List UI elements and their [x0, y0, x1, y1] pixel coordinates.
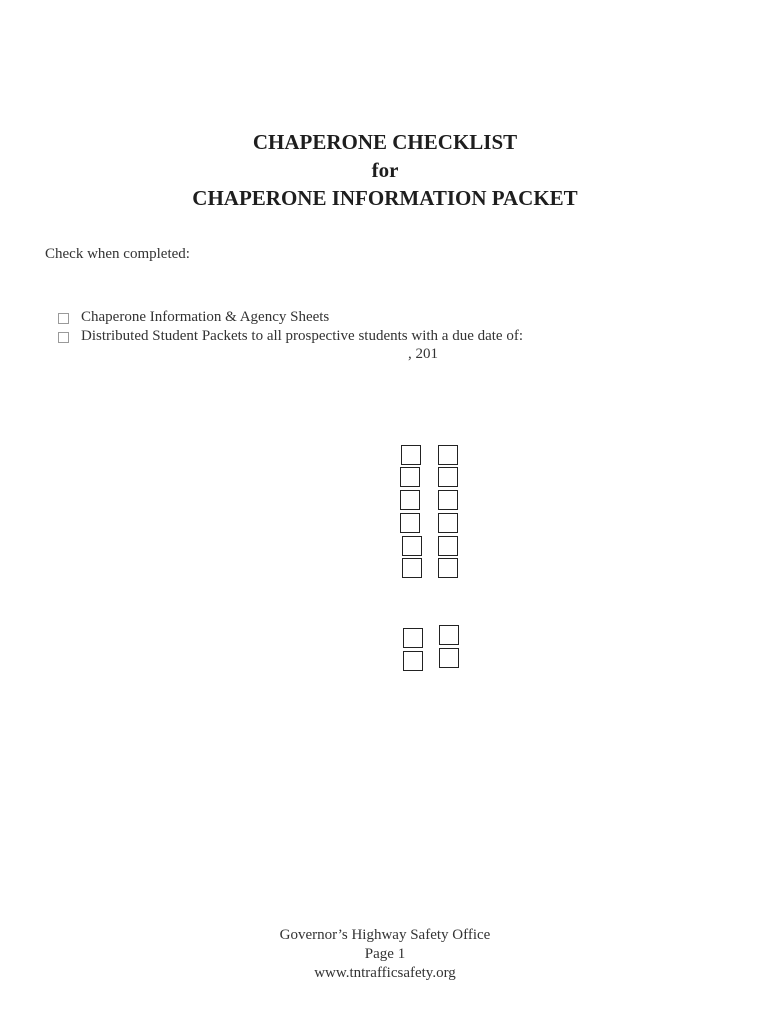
form-field-box[interactable]: [438, 536, 458, 556]
form-field-box[interactable]: [438, 490, 458, 510]
form-field-box[interactable]: [400, 513, 420, 533]
checklist-label-student-packets: Distributed Student Packets to all prospective students with a due date of:: [81, 328, 523, 344]
checklist-item-student-packets[interactable]: [58, 328, 523, 345]
form-field-box[interactable]: [438, 558, 458, 578]
form-field-box[interactable]: [438, 467, 458, 487]
checkbox-student-packets[interactable]: [58, 332, 69, 343]
checkbox-agency-sheets[interactable]: [58, 313, 69, 324]
title-line-3: CHAPERONE INFORMATION PACKET: [192, 186, 578, 210]
form-field-box[interactable]: [438, 513, 458, 533]
page-footer: [0, 926, 770, 983]
checklist-item-agency-sheets[interactable]: [58, 309, 329, 326]
title-line-2: for: [371, 158, 399, 182]
checklist-label-agency-sheets: Chaperone Information & Agency Sheets: [81, 309, 330, 325]
form-field-box[interactable]: [400, 467, 420, 487]
form-field-box[interactable]: [438, 445, 458, 465]
document-title: [0, 128, 770, 212]
form-field-box[interactable]: [401, 445, 421, 465]
form-field-box[interactable]: [402, 536, 422, 556]
form-field-box[interactable]: [403, 651, 423, 671]
footer-page-number: Page 1: [364, 946, 406, 962]
instruction-text: Check when completed:: [45, 246, 190, 262]
footer-org: Governor’s Highway Safety Office: [279, 927, 491, 943]
title-line-1: CHAPERONE CHECKLIST: [252, 130, 518, 154]
form-field-box[interactable]: [403, 628, 423, 648]
form-field-box[interactable]: [439, 648, 459, 668]
form-field-box[interactable]: [402, 558, 422, 578]
form-field-box[interactable]: [439, 625, 459, 645]
form-field-box[interactable]: [400, 490, 420, 510]
footer-website: www.tntrafficsafety.org: [314, 965, 456, 981]
due-date-year-text: , 201: [408, 346, 438, 362]
